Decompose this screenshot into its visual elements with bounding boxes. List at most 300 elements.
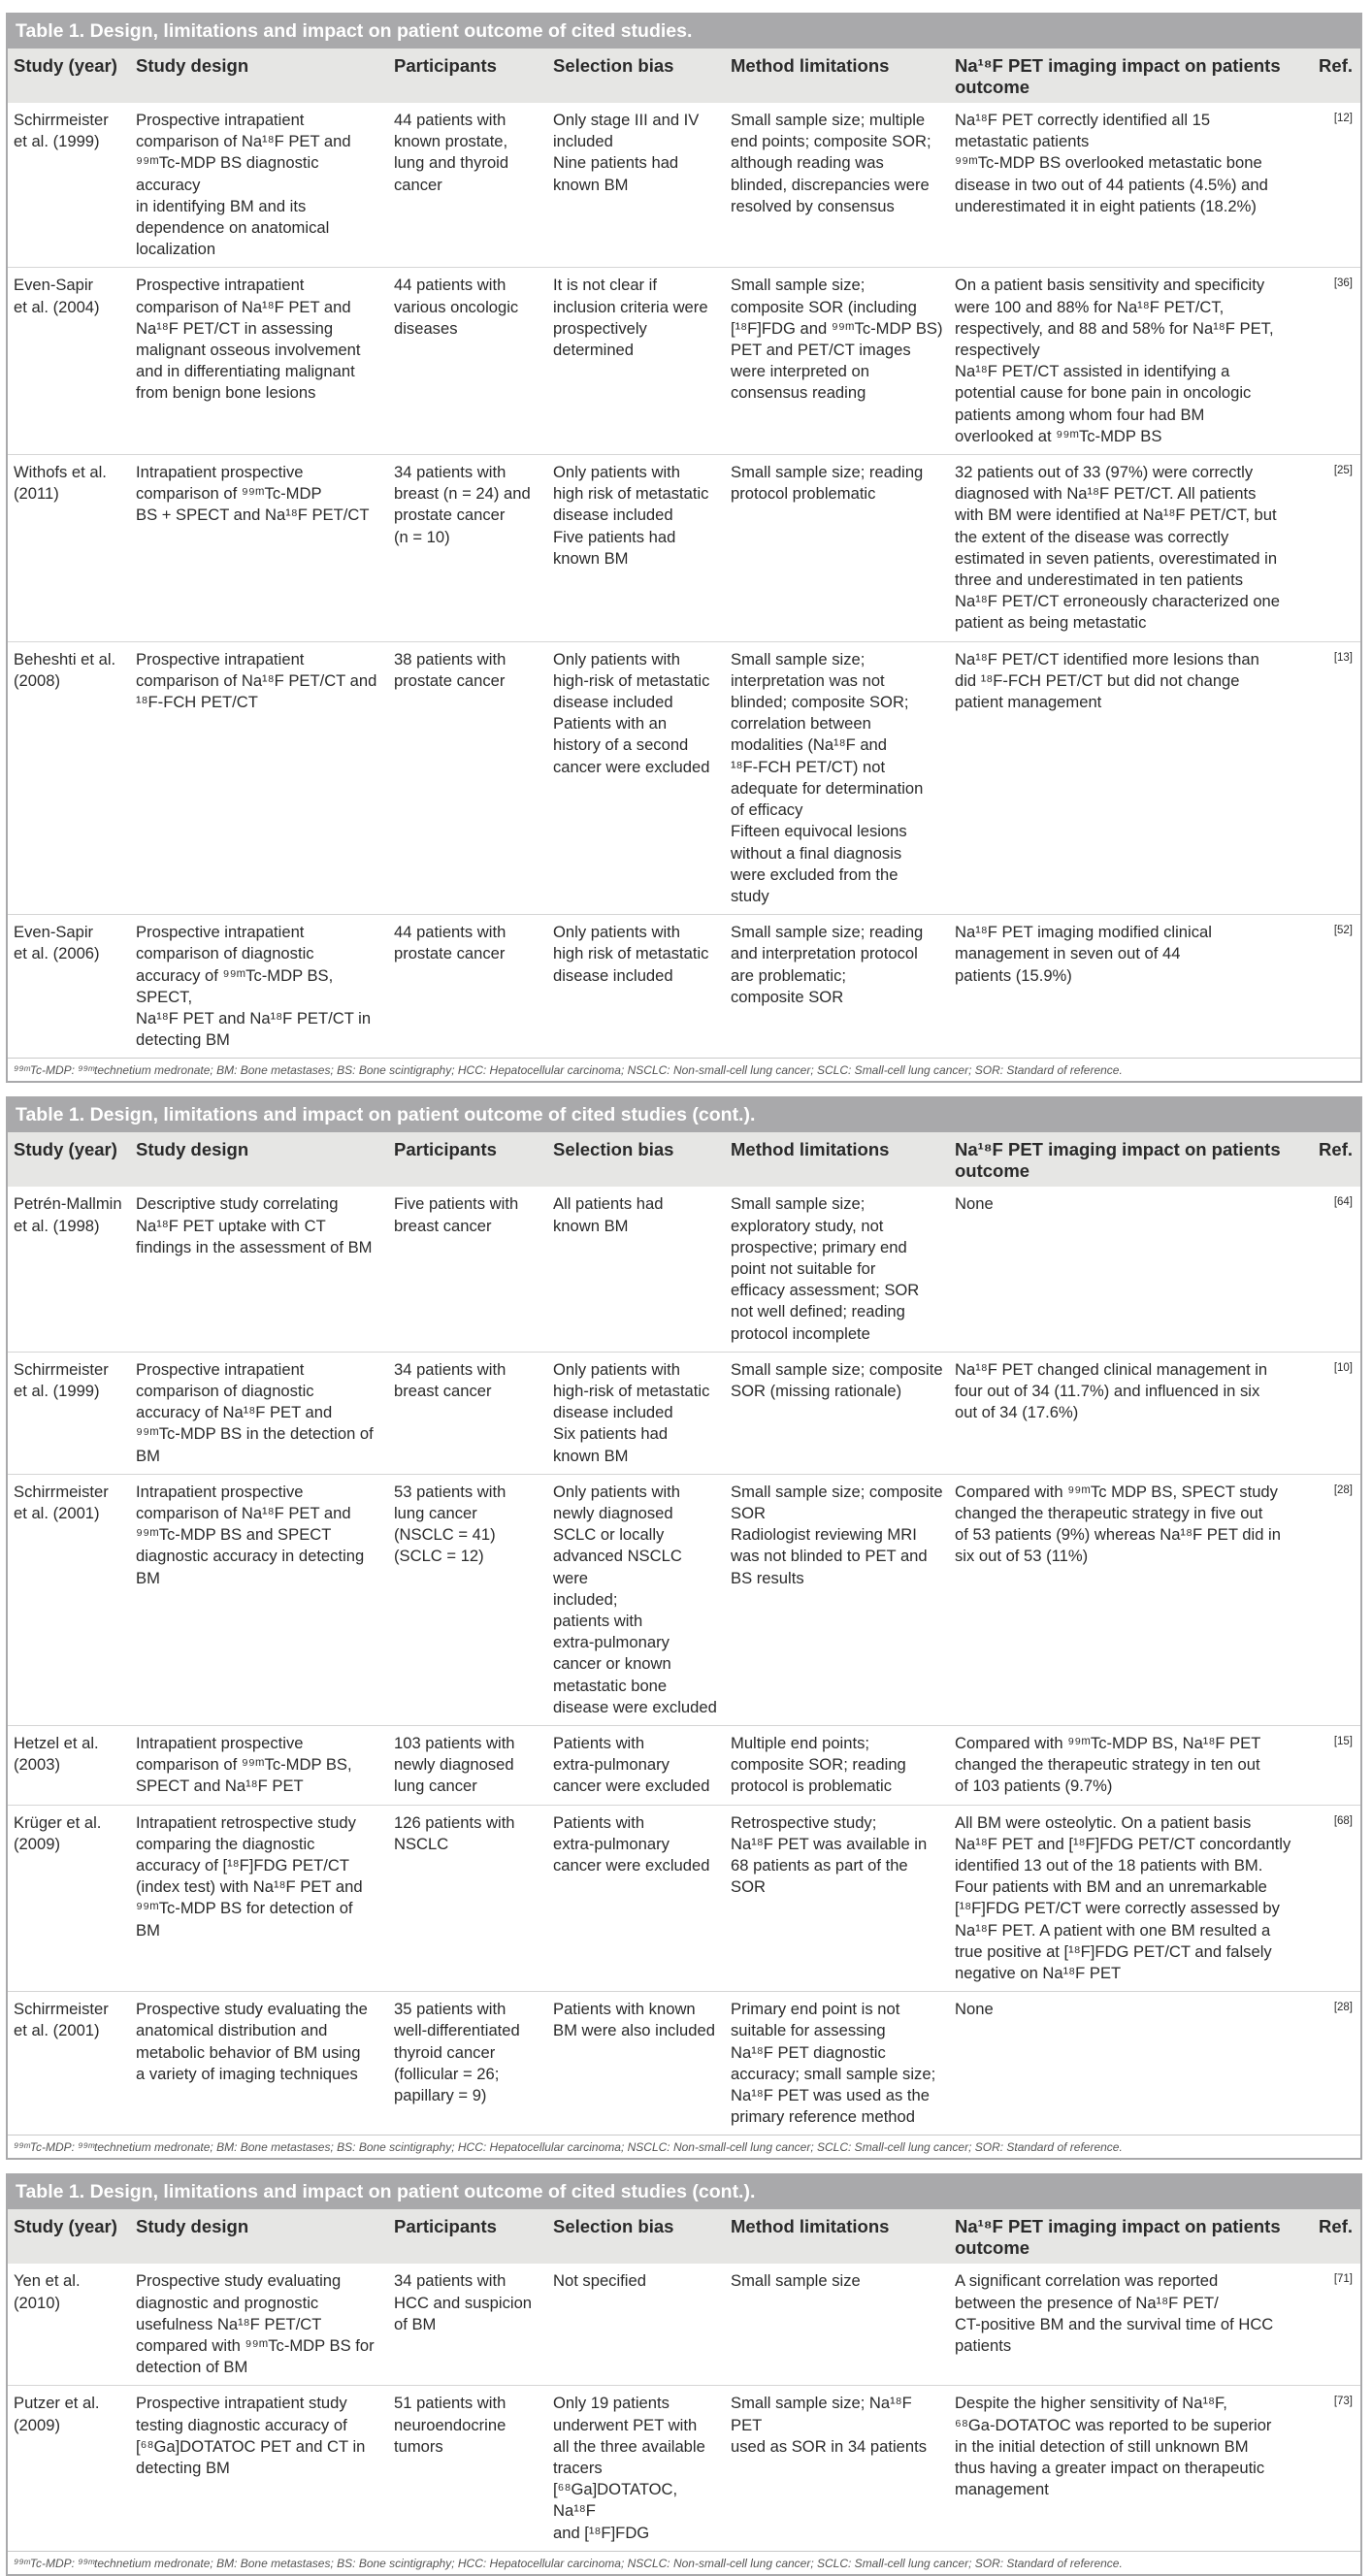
cell-text-line: (n = 10)	[394, 527, 450, 546]
table-title: Table 1. Design, limitations and impact on patient outcome of cited studies.	[8, 15, 1360, 49]
cell-text-line: Na¹⁸F PET uptake with CT	[136, 1216, 326, 1235]
cell-text-line: Small sample size; composite	[731, 1359, 943, 1379]
cell-text-line: SPECT and Na¹⁸F PET	[136, 1777, 304, 1796]
imaging-impact-cell	[949, 1474, 1303, 1725]
cell-text-line: Prospective intrapatient	[136, 923, 305, 942]
column-header-reference: Ref.	[1303, 49, 1360, 103]
cell-text-line: Only patients with	[553, 1359, 680, 1379]
cell-text-line: (2008)	[14, 670, 60, 690]
cell-text-line: disease included	[553, 965, 673, 985]
cell-text-line: was not blinded to PET and	[731, 1547, 928, 1566]
cell-text-line: Only patients with	[553, 923, 680, 942]
cell-text-line: findings in the assessment of BM	[136, 1237, 373, 1256]
cell-text-line: comparison of diagnostic	[136, 1381, 314, 1400]
cell-text-line: Prospective study evaluating	[136, 2271, 342, 2291]
cell-text-line: Prospective intrapatient study	[136, 2394, 347, 2413]
cell-text-line: patient management	[955, 693, 1102, 712]
cell-text-line: Na¹⁸F PET/CT identified more lesions than	[955, 649, 1259, 668]
column-header-imaging-impact: Na¹⁸F PET imaging impact on patients outcome	[949, 49, 1303, 103]
cell-text-line: were excluded from the	[731, 864, 898, 884]
cell-text-line: metastatic patients	[955, 132, 1090, 151]
cell-text-line: breast cancer	[394, 1216, 492, 1235]
cell-text-line: Primary end point is not	[731, 2000, 900, 2019]
cell-text-line: Small sample size;	[731, 1194, 866, 1214]
selection-bias-cell	[547, 2264, 725, 2386]
cell-text-line: underestimated it in eight patients (18.2%)	[955, 196, 1257, 215]
cell-text-line: 35 patients with	[394, 2000, 506, 2019]
cell-text-line: protocol problematic	[731, 484, 876, 504]
table-title: Table 1. Design, limitations and impact on patient outcome of cited studies (cont.).	[8, 1098, 1360, 1132]
cell-text-line: management in seven out of 44	[955, 944, 1181, 963]
cell-text-line: comparing the diagnostic	[136, 1834, 315, 1853]
cell-text-line: Schirrmeister	[14, 1359, 109, 1379]
cell-text-line: et al. (2006)	[14, 944, 100, 963]
reference-cell: [12]	[1303, 103, 1360, 268]
participants-cell	[388, 103, 547, 268]
cell-text-line: SOR	[731, 1503, 766, 1522]
cell-text-line: Schirrmeister	[14, 1482, 109, 1501]
cell-text-line: Descriptive study correlating	[136, 1194, 339, 1214]
cell-text-line: high risk of metastatic	[553, 944, 709, 963]
cell-text-line: newly diagnosed	[394, 1755, 514, 1775]
cell-text-line: Only patients with	[553, 463, 680, 482]
cell-text-line: Na¹⁸F PET/CT in assessing	[136, 318, 334, 338]
cell-text-line: prostate cancer	[394, 670, 506, 690]
cell-text-line: accuracy of [¹⁸F]FDG PET/CT	[136, 1856, 349, 1875]
data-table	[8, 1132, 1360, 2135]
cell-text-line: history of a second	[553, 735, 689, 755]
column-header-study-year: Study (year)	[8, 49, 130, 103]
reference-cell: [52]	[1333, 925, 1353, 937]
imaging-impact-cell	[949, 268, 1303, 455]
cell-text-line: ¹⁸F-FCH PET/CT) not	[731, 757, 886, 776]
cell-text-line: known BM	[553, 175, 629, 194]
column-header-imaging-impact: Na¹⁸F PET imaging impact on patients outcome	[949, 2209, 1303, 2264]
cell-text-line: thyroid cancer	[394, 2042, 496, 2062]
cell-text-line: included	[553, 132, 613, 151]
study-year-cell	[8, 1187, 130, 1352]
imaging-impact-cell	[949, 2386, 1303, 2551]
cell-text-line: 103 patients with	[394, 1734, 515, 1752]
cell-text-line: Only stage III and IV	[553, 111, 700, 129]
column-header-participants: Participants	[388, 2209, 547, 2264]
cell-text-line: comparison of Na¹⁸F PET and	[136, 1503, 351, 1522]
method-limitations-cell	[725, 1805, 949, 1992]
cell-text-line: Only 19 patients	[553, 2394, 670, 2413]
cell-text-line: Retrospective study;	[731, 1812, 877, 1832]
cell-text-line: Six patients had	[553, 1424, 669, 1444]
cell-text-line: Beheshti et al.	[14, 649, 116, 668]
column-header-study-design: Study design	[130, 2209, 388, 2264]
cell-text-line: used as SOR in 34 patients	[731, 2436, 928, 2456]
cell-text-line: between the presence of Na¹⁸F PET/	[955, 2293, 1219, 2312]
cell-text-line: patients	[955, 2336, 1012, 2356]
table-row	[8, 641, 1360, 914]
cell-text-line: lung and thyroid	[394, 153, 509, 173]
participants-cell	[388, 1726, 547, 1806]
cell-text-line: ⁶⁸Ga-DOTATOC was reported to be superior	[955, 2415, 1272, 2434]
cell-text-line: 53 patients with	[394, 1482, 506, 1501]
cell-text-line: cancer or known	[553, 1654, 671, 1674]
imaging-impact-cell	[949, 455, 1303, 642]
cell-text-line: blinded, discrepancies were	[731, 175, 930, 194]
cell-text-line: Only patients with	[553, 649, 680, 668]
cell-text-line: advanced NSCLC were	[553, 1547, 682, 1587]
cell-text-line: detecting BM	[136, 1030, 230, 1050]
cell-text-line: known prostate,	[394, 132, 508, 151]
participants-cell	[388, 915, 547, 1059]
cell-text-line: (2010)	[14, 2293, 60, 2312]
cell-text-line: study	[731, 886, 769, 905]
cell-text-line: et al. (2004)	[14, 297, 100, 316]
cell-text-line: malignant osseous involvement	[136, 341, 361, 360]
cell-text-line: negative on Na¹⁸F PET	[955, 1964, 1122, 1983]
cell-text-line: comparison of ⁹⁹ᵐTc-MDP	[136, 484, 322, 504]
cell-text-line: lung cancer	[394, 1503, 477, 1522]
column-header-study-year: Study (year)	[8, 2209, 130, 2264]
cell-text-line: Four patients with BM and an unremarkable	[955, 1877, 1267, 1897]
selection-bias-cell	[547, 1352, 725, 1474]
reference-cell: [64]	[1303, 1187, 1360, 1352]
participants-cell	[388, 1352, 547, 1474]
column-header-method-limitations: Method limitations	[725, 1132, 949, 1187]
table-row	[8, 1805, 1360, 1992]
cell-text-line: ⁹⁹ᵐTc-MDP BS and SPECT	[136, 1525, 332, 1545]
selection-bias-cell	[547, 268, 725, 455]
cell-text-line: high-risk of metastatic	[553, 1381, 710, 1400]
table-row	[8, 103, 1360, 268]
cell-text-line: comparison of Na¹⁸F PET/CT and	[136, 670, 377, 690]
cell-text-line: Fifteen equivocal lesions	[731, 822, 907, 841]
cell-text-line: metabolic behavior of BM using	[136, 2042, 361, 2062]
data-table	[8, 2209, 1360, 2550]
cell-text-line: blinded; composite SOR;	[731, 693, 909, 712]
column-header-participants: Participants	[388, 49, 547, 103]
cell-text-line: comparison of Na¹⁸F PET and	[136, 297, 351, 316]
participants-cell	[388, 2264, 547, 2386]
cell-text-line: comparison of diagnostic	[136, 944, 314, 963]
cell-text-line: detection of BM	[136, 2358, 248, 2377]
cell-text-line: patient as being metastatic	[955, 613, 1147, 633]
cell-text-line: Five patients had	[553, 527, 676, 546]
selection-bias-cell	[547, 2386, 725, 2551]
table-row	[8, 915, 1360, 1059]
column-header-selection-bias: Selection bias	[547, 2209, 725, 2264]
cell-text-line: diseases	[394, 318, 458, 338]
selection-bias-cell	[547, 1187, 725, 1352]
cell-text-line: patients among whom four had BM	[955, 405, 1205, 424]
cell-text-line: Na¹⁸F PET and Na¹⁸F PET/CT in	[136, 1008, 372, 1027]
cell-text-line: changed the therapeutic strategy in five out	[955, 1503, 1263, 1522]
cell-text-line: suitable for assessing	[731, 2021, 886, 2040]
column-header-study-design: Study design	[130, 1132, 388, 1187]
study-design-cell	[130, 641, 388, 914]
column-header-method-limitations: Method limitations	[725, 2209, 949, 2264]
cell-text-line: Intrapatient prospective	[136, 1734, 304, 1752]
cell-text-line: Krüger et al.	[14, 1812, 102, 1832]
cell-text-line: BM	[136, 1920, 160, 1940]
cell-text-line: SCLC or locally	[553, 1525, 665, 1545]
cell-text-line: newly diagnosed	[553, 1503, 673, 1522]
selection-bias-cell	[547, 1805, 725, 1992]
study-year-cell	[8, 455, 130, 642]
cell-text-line: HCC and suspicion	[394, 2293, 533, 2312]
cell-text-line: (2011)	[14, 484, 59, 504]
participants-cell	[388, 268, 547, 455]
study-design-cell	[130, 1352, 388, 1474]
cell-text-line: Na¹⁸F PET was used as the	[731, 2086, 930, 2105]
cell-text-line: Na¹⁸F PET imaging modified clinical	[955, 923, 1212, 942]
study-design-cell	[130, 1474, 388, 1725]
cell-text-line: Intrapatient prospective	[136, 1482, 304, 1501]
cell-text-line: Despite the higher sensitivity of Na¹⁸F,	[955, 2394, 1227, 2413]
cell-text-line: with BM were identified at Na¹⁸F PET/CT, but	[955, 505, 1277, 525]
column-header-study-year: Study (year)	[8, 1132, 130, 1187]
cell-text-line: Prospective study evaluating the	[136, 2000, 368, 2019]
study-year-cell	[8, 1992, 130, 2136]
table-row	[8, 1992, 1360, 2136]
cell-text-line: included;	[553, 1589, 618, 1609]
study-design-cell	[130, 268, 388, 455]
selection-bias-cell	[547, 915, 725, 1059]
cell-text-line: 34 patients with	[394, 1359, 506, 1379]
cell-text-line: resolved by consensus	[731, 196, 895, 215]
method-limitations-cell	[725, 103, 949, 268]
cell-text-line: estimated in seven patients, overestimated in	[955, 548, 1278, 568]
selection-bias-cell	[547, 455, 725, 642]
cell-text-line: Even-Sapir	[14, 923, 94, 942]
study-year-cell	[8, 103, 130, 268]
cell-text-line: Small sample size; multiple	[731, 111, 926, 129]
cell-text-line: Compared with ⁹⁹ᵐTc-MDP BS, Na¹⁸F PET	[955, 1734, 1261, 1752]
cell-text-line: efficacy assessment; SOR	[731, 1281, 920, 1300]
participants-cell	[388, 2386, 547, 2551]
method-limitations-cell	[725, 1187, 949, 1352]
cell-text-line: Compared with ⁹⁹ᵐTc MDP BS, SPECT study	[955, 1482, 1278, 1501]
cell-text-line: Multiple end points;	[731, 1734, 869, 1752]
study-year-cell	[8, 1726, 130, 1806]
cell-text-line: well-differentiated	[394, 2021, 520, 2040]
cell-text-line: tumors	[394, 2436, 443, 2456]
cell-text-line: All BM were osteolytic. On a patient basis	[955, 1812, 1252, 1832]
cell-text-line: Nine patients had	[553, 153, 679, 173]
table-row	[8, 2264, 1360, 2386]
cell-text-line: various oncologic	[394, 297, 519, 316]
imaging-impact-cell	[949, 915, 1303, 1059]
cell-text-line: (follicular = 26;	[394, 2064, 500, 2083]
method-limitations-cell	[725, 1726, 949, 1806]
cell-text-line: patients (15.9%)	[955, 965, 1072, 985]
cell-text-line: BM	[136, 1568, 160, 1587]
cell-text-line: CT-positive BM and the survival time of HCC	[955, 2314, 1274, 2333]
cell-text-line: Putzer et al.	[14, 2394, 100, 2413]
method-limitations-cell	[725, 2386, 949, 2551]
cell-text-line: composite SOR; reading	[731, 1755, 906, 1775]
selection-bias-cell	[547, 1474, 725, 1725]
cell-text-line: BS + SPECT and Na¹⁸F PET/CT	[136, 505, 370, 525]
table-panel	[6, 2173, 1362, 2575]
participants-cell	[388, 1992, 547, 2136]
cell-text-line: prostate cancer	[394, 944, 506, 963]
column-header-reference: Ref.	[1303, 1132, 1360, 1187]
cell-text-line: Na¹⁸F PET correctly identified all 15	[955, 111, 1211, 129]
cell-text-line: Na¹⁸F PET/CT erroneously characterized one	[955, 592, 1281, 611]
cell-text-line: Prospective intrapatient	[136, 111, 305, 129]
cell-text-line: the extent of the disease was correctly	[955, 527, 1229, 546]
cell-text-line: Small sample size;	[731, 276, 866, 295]
method-limitations-cell	[725, 1992, 949, 2136]
cell-text-line: accuracy of Na¹⁸F PET and	[136, 1403, 333, 1422]
cell-text-line: ¹⁸F-FCH PET/CT	[136, 693, 258, 712]
cell-text-line: testing diagnostic accuracy of	[136, 2415, 347, 2434]
study-design-cell	[130, 103, 388, 268]
method-limitations-cell	[725, 2264, 949, 2386]
cell-text-line: usefulness Na¹⁸F PET/CT	[136, 2314, 322, 2333]
cell-text-line: breast cancer	[394, 1381, 492, 1400]
study-year-cell	[8, 915, 130, 1059]
cell-text-line: (NSCLC = 41)	[394, 1525, 496, 1545]
table-footnote: ⁹⁹ᵐTc-MDP: ⁹⁹ᵐtechnetium medronate; BM: Bone metastases; BS: Bone scintigraphy; HCC: Hepatocellular carcinoma; NSCLC: Non-small-cell lung cancer; SCLC: Small-cell lung cancer; SOR: Standard of reference.	[8, 1058, 1360, 1081]
imaging-impact-cell	[949, 641, 1303, 914]
cell-text-line: overlooked at ⁹⁹ᵐTc-MDP BS	[955, 426, 1162, 445]
cell-text-line: It is not clear if	[553, 276, 657, 295]
cell-text-line: Small sample size	[731, 2271, 861, 2291]
cell-text-line: 126 patients with	[394, 1812, 515, 1832]
cell-text-line: (index test) with Na¹⁸F PET and	[136, 1877, 363, 1897]
reference-cell: [28]	[1333, 2002, 1353, 2014]
table-row	[8, 1474, 1360, 1725]
cell-text-line: accuracy; small sample size;	[731, 2064, 936, 2083]
cell-text-line: disease included	[553, 1403, 673, 1422]
study-design-cell	[130, 2386, 388, 2551]
cell-text-line: metastatic bone	[553, 1676, 668, 1695]
reference-cell: [71]	[1303, 2264, 1360, 2386]
reference-cell: [25]	[1303, 455, 1360, 642]
cell-text-line: dependence on anatomical	[136, 218, 330, 238]
reference-cell: [15]	[1303, 1726, 1360, 1806]
cell-text-line: extra-pulmonary	[553, 1633, 670, 1652]
cell-text-line: Small sample size; reading	[731, 463, 924, 482]
cell-text-line: compared with ⁹⁹ᵐTc-MDP BS for	[136, 2336, 375, 2356]
cell-text-line: Prospective intrapatient	[136, 649, 305, 668]
cell-text-line: Patients with	[553, 1734, 645, 1752]
cell-text-line: of 103 patients (9.7%)	[955, 1777, 1113, 1796]
imaging-impact-cell	[949, 1352, 1303, 1474]
selection-bias-cell	[547, 103, 725, 268]
cell-text-line: prostate cancer	[394, 505, 506, 525]
cell-text-line: Hetzel et al.	[14, 1734, 99, 1752]
cell-text-line: extra-pulmonary	[553, 1834, 670, 1853]
cell-text-line: Small sample size; Na¹⁸F PET	[731, 2394, 912, 2434]
cell-text-line: Schirrmeister	[14, 2000, 109, 2019]
reference-cell: [13]	[1303, 641, 1360, 914]
cell-text-line: SOR	[731, 1877, 766, 1897]
cell-text-line: disease included	[553, 693, 673, 712]
cell-text-line: Intrapatient retrospective study	[136, 1812, 356, 1832]
cell-text-line: composite SOR (including	[731, 297, 917, 316]
selection-bias-cell	[547, 641, 725, 914]
participants-cell	[388, 1474, 547, 1725]
cell-text-line: diagnostic accuracy in detecting	[136, 1547, 365, 1566]
cell-text-line: respectively	[955, 341, 1040, 360]
table-row	[8, 1187, 1360, 1352]
cell-text-line: were 100 and 88% for Na¹⁸F PET/CT,	[955, 297, 1225, 316]
cell-text-line: et al. (1999)	[14, 132, 100, 151]
cell-text-line: known BM	[553, 1216, 629, 1235]
cell-text-line: cancer were excluded	[553, 757, 710, 776]
column-header-participants: Participants	[388, 1132, 547, 1187]
cell-text-line: high-risk of metastatic	[553, 670, 710, 690]
cell-text-line: neuroendocrine	[394, 2415, 506, 2434]
cell-text-line: Prospective intrapatient	[136, 276, 305, 295]
cell-text-line: composite SOR	[731, 987, 844, 1006]
cell-text-line: three and underestimated in ten patients	[955, 571, 1244, 590]
cell-text-line: primary reference method	[731, 2107, 915, 2127]
imaging-impact-cell	[949, 1992, 1303, 2136]
cell-text-line: lung cancer	[394, 1777, 477, 1796]
cell-text-line: were interpreted on	[731, 362, 869, 381]
cell-text-line: 34 patients with	[394, 2271, 506, 2291]
cell-text-line: Prospective intrapatient	[136, 1359, 305, 1379]
cell-text-line: None	[955, 1194, 994, 1214]
cell-text-line: Na¹⁸F PET/CT assisted in identifying a	[955, 362, 1230, 381]
reference-cell: [28]	[1303, 1474, 1360, 1725]
study-year-cell	[8, 2386, 130, 2551]
cell-text-line: 44 patients with	[394, 111, 506, 129]
cell-text-line: comparison of ⁹⁹ᵐTc-MDP BS,	[136, 1755, 352, 1775]
cell-text-line: comparison of Na¹⁸F PET and	[136, 132, 351, 151]
cell-text-line: high risk of metastatic	[553, 484, 709, 504]
method-limitations-cell	[725, 455, 949, 642]
cell-text-line: did ¹⁸F-FCH PET/CT but did not change	[955, 670, 1240, 690]
cell-text-line: Na¹⁸F PET diagnostic	[731, 2042, 886, 2062]
cell-text-line: On a patient basis sensitivity and specificity	[955, 276, 1265, 295]
cell-text-line: protocol incomplete	[731, 1323, 870, 1343]
cell-text-line: et al. (2001)	[14, 1503, 100, 1522]
participants-cell	[388, 641, 547, 914]
cell-text-line: end points; composite SOR;	[731, 132, 931, 151]
imaging-impact-cell	[949, 1805, 1303, 1992]
column-header-reference: Ref.	[1303, 2209, 1360, 2264]
column-header-method-limitations: Method limitations	[725, 49, 949, 103]
cell-text-line: BM were also included	[553, 2021, 715, 2040]
study-design-cell	[130, 915, 388, 1059]
cell-text-line: 44 patients with	[394, 276, 506, 295]
method-limitations-cell	[725, 641, 949, 914]
cell-text-line: et al. (2001)	[14, 2021, 100, 2040]
cell-text-line: not well defined; reading	[731, 1302, 905, 1321]
cell-text-line: cancer	[394, 175, 442, 194]
cell-text-line: diagnostic and prognostic	[136, 2293, 319, 2312]
cell-text-line: (SCLC = 12)	[394, 1547, 484, 1566]
cell-text-line: Radiologist reviewing MRI	[731, 1525, 917, 1545]
cell-text-line: Withofs et al.	[14, 463, 107, 482]
selection-bias-cell	[547, 1726, 725, 1806]
cell-text-line: tracers	[553, 2459, 603, 2478]
cell-text-line: patients with	[553, 1611, 643, 1630]
cell-text-line: [¹⁸F]FDG and ⁹⁹ᵐTc-MDP BS)	[731, 318, 943, 338]
cell-text-line: [⁶⁸Ga]DOTATOC PET and CT in	[136, 2436, 366, 2456]
cell-text-line: Patients with an	[553, 714, 668, 734]
table-row	[8, 1726, 1360, 1806]
cell-text-line: cancer were excluded	[553, 1777, 710, 1796]
cell-text-line: Small sample size; composite	[731, 1482, 943, 1501]
cell-text-line: modalities (Na¹⁸F and	[731, 735, 888, 755]
participants-cell	[388, 1187, 547, 1352]
cell-text-line: 34 patients with	[394, 463, 506, 482]
cell-text-line: Intrapatient prospective	[136, 463, 304, 482]
cell-text-line: point not suitable for	[731, 1258, 876, 1278]
